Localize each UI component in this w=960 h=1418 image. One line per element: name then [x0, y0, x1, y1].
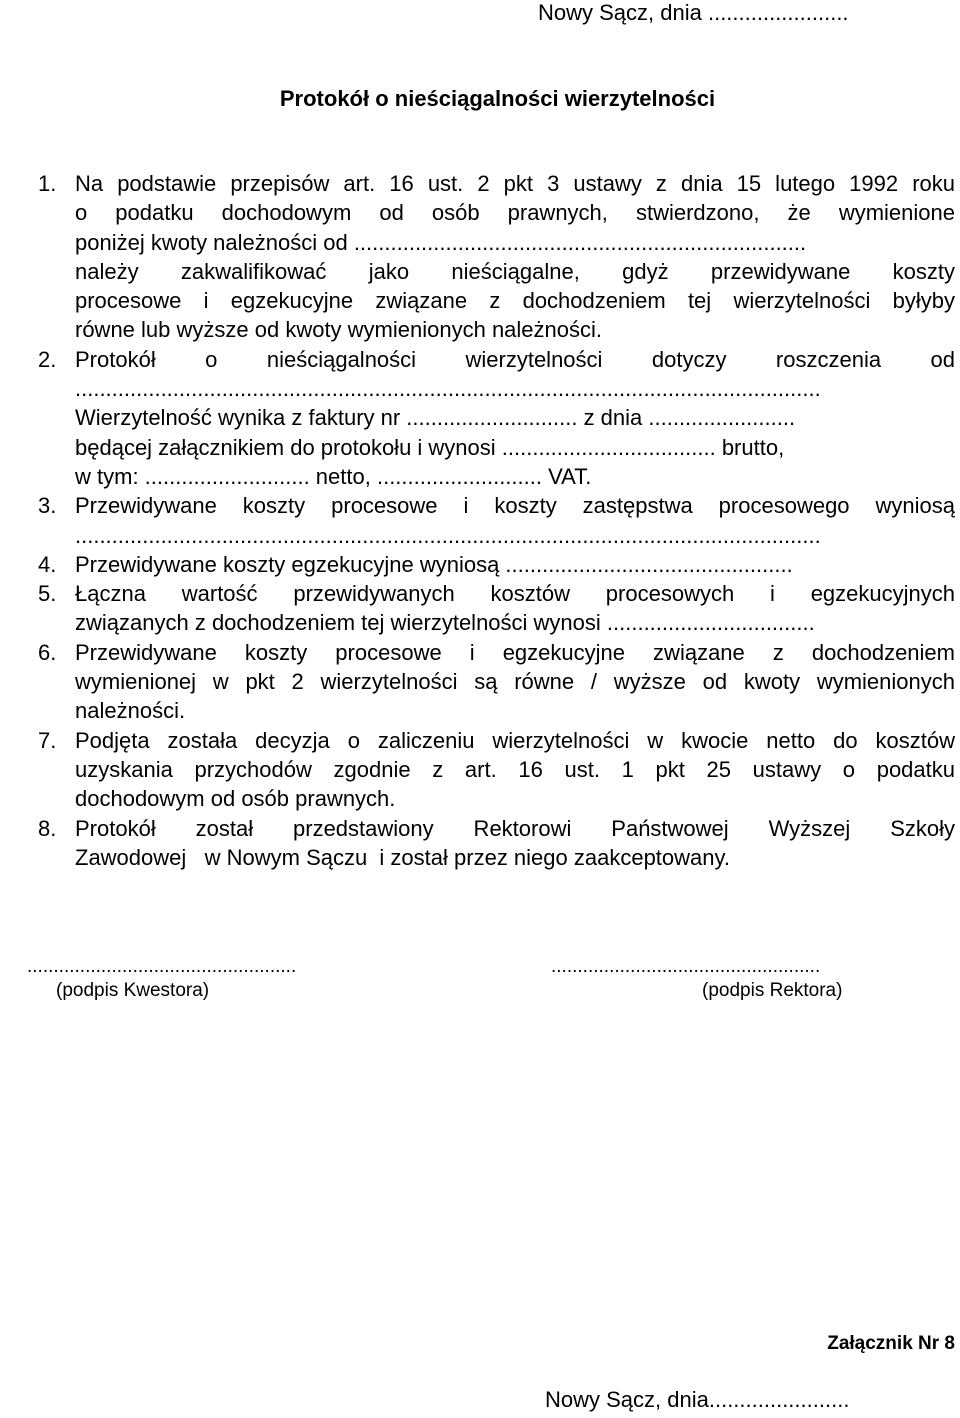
text-line: należności.	[75, 698, 186, 724]
text-line: Przewidywane koszty procesowe i egzekucyjne związane z dochodzeniem	[75, 639, 955, 665]
text-line: Protokół został przedstawiony Rektorowi Państwowej Wyższej Szkoły	[75, 815, 955, 841]
text-line: Przewidywane koszty procesowe i koszty zastępstwa procesowego wyniosą	[75, 493, 955, 519]
text-line: procesowe i egzekucyjne związane z dochodzeniem tej wierzytelności byłyby	[75, 288, 955, 314]
text-line: związanych z dochodzeniem tej wierzytelności wynosi ..................................	[75, 610, 815, 636]
item-number: 4.	[38, 551, 57, 577]
text-line: ..........................................................................................................................	[75, 376, 821, 402]
text-line: ..........................................................................................................................	[75, 522, 821, 548]
text-line: Na podstawie przepisów art. 16 ust. 2 pkt 3 ustawy z dnia 15 lutego 1992 roku	[75, 171, 955, 196]
text-line: Zawodowej w Nowym Sączu i został przez niego zaakceptowany.	[75, 844, 730, 870]
signature-label: (podpis Kwestora)	[56, 980, 210, 1001]
item-number: 7.	[38, 727, 57, 753]
list-item	[38, 579, 955, 638]
item-number: 3.	[38, 493, 57, 519]
text-line: równe lub wyższe od kwoty wymienionych należności.	[75, 317, 603, 343]
text-line: uzyskania przychodów zgodnie z art. 16 ust. 1 pkt 25 ustawy o podatku	[75, 756, 955, 782]
list-item	[38, 491, 955, 550]
signature-line: ...................................................	[551, 956, 821, 977]
item-number: 1.	[38, 171, 57, 196]
item-text	[75, 550, 955, 579]
signature-rektor	[551, 956, 842, 1002]
place-date: Nowy Sącz, dnia .......................	[538, 0, 849, 25]
list-item	[38, 726, 955, 814]
list-item	[38, 638, 955, 726]
list-item	[38, 345, 955, 491]
text-line: dochodowym od osób prawnych.	[75, 786, 396, 812]
numbered-list	[38, 169, 955, 872]
text-line: Łączna wartość przewidywanych kosztów procesowych i egzekucyjnych	[75, 581, 955, 607]
list-item	[38, 169, 955, 345]
text-line: należy zakwalifikować jako nieściągalne, gdyż przewidywane koszty	[75, 258, 955, 284]
list-item	[38, 550, 955, 579]
item-text	[75, 579, 955, 638]
item-number: 6.	[38, 639, 57, 665]
text-line: Podjęta została decyzja o zaliczeniu wierzytelności w kwocie netto do kosztów	[75, 727, 955, 753]
text-line: o podatku dochodowym od osób prawnych, stwierdzono, że wymienione	[75, 200, 955, 226]
signature-label: (podpis Rektora)	[702, 980, 843, 1001]
item-text	[75, 814, 955, 873]
text-line: wymienionej w pkt 2 wierzytelności są równe / wyższe od kwoty wymienionych	[75, 669, 955, 695]
signature-line: ...................................................	[27, 956, 297, 977]
text-line: w tym: ........................... netto, ........................... VAT.	[75, 463, 592, 489]
text-line: Protokół o nieściągalności wierzytelności dotyczy roszczenia od	[75, 346, 955, 372]
annex-label: Załącznik Nr 8	[827, 1333, 955, 1354]
item-text	[75, 345, 955, 491]
item-number: 8.	[38, 815, 57, 841]
text-line: Przewidywane koszty egzekucyjne wyniosą ...............................................	[75, 551, 793, 577]
signature-kwestor	[27, 956, 296, 1002]
item-number: 5.	[38, 581, 57, 607]
item-number: 2.	[38, 346, 57, 372]
item-text	[75, 491, 955, 550]
item-text	[75, 726, 955, 814]
item-text	[75, 638, 955, 726]
document-title: Protokół o nieściągalności wierzytelności	[279, 86, 716, 111]
text-line: będącej załącznikiem do protokołu i wynosi ................................... brutto,	[75, 434, 785, 460]
item-text	[75, 169, 955, 345]
list-item	[38, 814, 955, 873]
text-line: poniżej kwoty należności od ..........................................................................	[75, 229, 807, 255]
text-line: Wierzytelność wynika z faktury nr ............................ z dnia ........................	[75, 405, 796, 431]
footer-place-date: Nowy Sącz, dnia.......................	[545, 1387, 850, 1412]
